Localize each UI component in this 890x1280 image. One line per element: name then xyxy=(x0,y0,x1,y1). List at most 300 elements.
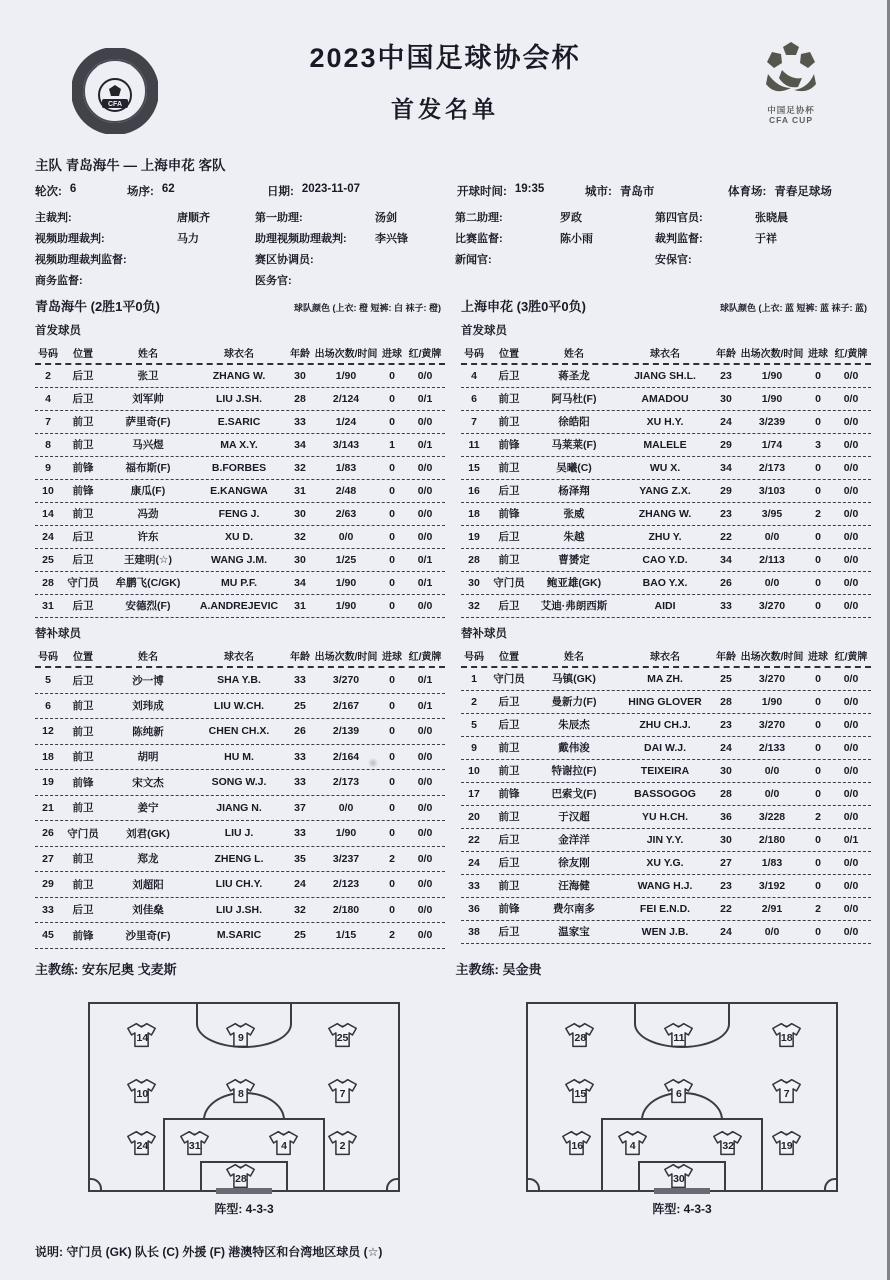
shirt-number: 30 xyxy=(673,1173,685,1186)
player-row xyxy=(35,719,445,745)
cell: 3/239 xyxy=(758,415,786,428)
cell: 45 xyxy=(42,929,54,941)
cell: 1/83 xyxy=(335,461,357,474)
player-row xyxy=(35,745,445,771)
official-name: 于祥 xyxy=(755,233,777,245)
cell: 0/0 xyxy=(764,530,780,543)
cell: 0/0 xyxy=(764,787,780,800)
cell: 前卫 xyxy=(72,802,94,814)
cell: 0 xyxy=(389,507,395,520)
cell: 0 xyxy=(389,553,395,566)
cell: 1/83 xyxy=(761,856,783,869)
cell: BAO Y.X. xyxy=(642,576,688,589)
cell: 0 xyxy=(389,392,395,405)
cell: 32 xyxy=(294,903,306,916)
cell: 24 xyxy=(468,856,480,869)
cell: 0/0 xyxy=(417,415,433,428)
cell: 后卫 xyxy=(498,857,520,869)
cell: 0/0 xyxy=(417,599,433,612)
cell: 10 xyxy=(468,764,480,777)
player-shirt xyxy=(662,1076,696,1106)
cell: 前卫 xyxy=(498,765,520,777)
cell: 前卫 xyxy=(498,416,520,428)
cell: 姓名 xyxy=(138,349,158,360)
cell: 4 xyxy=(45,392,51,405)
cell: 前卫 xyxy=(72,751,94,763)
cell: 0 xyxy=(815,672,821,685)
cell: 前锋 xyxy=(72,776,94,789)
cell: 0 xyxy=(389,801,395,814)
match-teams-line: 主队 青岛海牛 — 上海申花 客队 xyxy=(35,158,226,173)
cell: 33 xyxy=(294,674,306,686)
home-formation xyxy=(88,1002,400,1217)
cell: 7 xyxy=(471,415,477,428)
table-header-row xyxy=(461,646,871,668)
cell: 后卫 xyxy=(72,674,94,687)
cell: 35 xyxy=(294,852,306,865)
cell: 0/0 xyxy=(843,599,859,612)
cell: LIU CH.Y. xyxy=(215,878,263,890)
shirt-number: 14 xyxy=(136,1032,149,1045)
player-row xyxy=(461,898,871,921)
cell: 0 xyxy=(815,879,821,892)
cell: 32 xyxy=(294,461,306,474)
cell: 前锋 xyxy=(72,462,94,474)
shirt-number: 25 xyxy=(336,1032,349,1045)
cell: 20 xyxy=(468,810,480,823)
official-label: 第四官员: xyxy=(655,212,703,224)
info-pair xyxy=(728,183,832,199)
player-row xyxy=(35,923,445,949)
cell: 27 xyxy=(42,852,54,865)
cell: XU H.Y. xyxy=(646,415,684,428)
table-header-row xyxy=(35,343,445,365)
cell: 位置 xyxy=(73,652,93,663)
cell: 牟鹏飞(C/GK) xyxy=(115,577,181,589)
cell: 19 xyxy=(42,776,54,788)
cell: HING GLOVER xyxy=(628,695,702,708)
cell: 红/黄牌 xyxy=(834,349,868,360)
player-shirt xyxy=(770,1128,804,1158)
cell: E.KANGWA xyxy=(210,484,268,497)
cell: ZHU CH.J. xyxy=(639,718,691,731)
cell: 29 xyxy=(42,878,54,890)
cell: YANG Z.X. xyxy=(639,484,691,497)
cell: 0/0 xyxy=(417,878,433,890)
cell: 0/0 xyxy=(417,725,433,737)
away-team-colors: 球队颜色 (上衣: 蓝 短裤: 蓝 袜子: 蓝) xyxy=(720,303,867,313)
cell: 5 xyxy=(471,718,477,731)
away-subs-label: 替补球员 xyxy=(461,628,507,640)
cell: 3/192 xyxy=(758,879,786,892)
cell: 2/91 xyxy=(761,902,783,915)
cell: CAO Y.D. xyxy=(642,553,688,566)
cell: 宋文杰 xyxy=(132,776,164,789)
cell: 0/0 xyxy=(843,530,859,543)
cell: 32 xyxy=(294,530,306,543)
shirt-number: 28 xyxy=(235,1173,247,1186)
shirt-number: 7 xyxy=(783,1087,790,1100)
cell: 23 xyxy=(720,369,732,382)
away-formation-caption: 阵型: 4-3-3 xyxy=(652,1201,712,1216)
shirt-number: 6 xyxy=(675,1087,682,1100)
cell: 姓名 xyxy=(564,652,584,663)
cell: 6 xyxy=(45,699,51,712)
official-cell xyxy=(35,251,255,267)
cell: 沙一博 xyxy=(132,674,164,687)
player-row xyxy=(35,821,445,847)
cell: 号码 xyxy=(38,349,58,360)
player-row xyxy=(461,668,871,691)
cell: 艾迪·弗朗西斯 xyxy=(540,600,608,612)
official-label: 第一助理: xyxy=(255,212,303,224)
cell: 位置 xyxy=(499,349,519,360)
cell: 后卫 xyxy=(498,926,520,938)
cell: ZHU Y. xyxy=(648,530,682,543)
cell: 14 xyxy=(42,507,54,520)
cell: 0 xyxy=(815,484,821,497)
cell: 2/113 xyxy=(759,553,785,566)
cell: 0/0 xyxy=(417,852,433,865)
cell: 0/0 xyxy=(843,810,859,823)
cell: 33 xyxy=(294,776,306,788)
official-cell xyxy=(35,272,255,288)
player-row xyxy=(35,434,445,457)
cell: 18 xyxy=(42,750,54,763)
home-starters-label: 首发球员 xyxy=(35,325,81,337)
cell: E.SARIC xyxy=(217,415,261,428)
player-shirt xyxy=(616,1128,650,1158)
cell: 3/270 xyxy=(332,674,360,686)
cell: 郑龙 xyxy=(137,853,159,865)
cfa-association-logo-icon xyxy=(72,48,158,134)
officials-row xyxy=(35,209,890,225)
cell: 马莱莱(F) xyxy=(551,439,597,451)
table-header-row xyxy=(35,646,445,668)
cell: 前卫 xyxy=(72,508,94,520)
cell: 0 xyxy=(815,695,821,708)
cell: LIU W.CH. xyxy=(213,699,265,712)
player-row xyxy=(35,595,445,618)
cell: 0 xyxy=(815,599,821,612)
page-title: 2023中国足球协会杯 xyxy=(309,43,581,73)
cell: 前卫 xyxy=(72,853,94,865)
info-value: 青岛市 xyxy=(619,186,655,198)
cell: 前锋 xyxy=(72,485,94,497)
official-label xyxy=(455,272,560,288)
cell: 0/1 xyxy=(417,576,433,589)
cell: 0/0 xyxy=(843,695,859,708)
cell: FEI E.N.D. xyxy=(639,902,691,915)
cell: ZHANG W. xyxy=(638,507,692,520)
cell: 2/180 xyxy=(332,903,360,916)
match-info-row xyxy=(35,183,890,199)
cell: WANG J.M. xyxy=(210,553,267,566)
cell: 阿马杜(F) xyxy=(551,393,597,405)
player-row xyxy=(461,783,871,806)
cell: 2/173 xyxy=(332,776,360,788)
player-row xyxy=(461,549,871,572)
cell: 0/0 xyxy=(417,827,433,839)
cup-logo-text-en: CFA CUP xyxy=(769,115,813,125)
cell: 1/90 xyxy=(335,599,357,612)
cell: 0 xyxy=(815,576,821,589)
official-cell xyxy=(455,209,655,225)
player-row xyxy=(35,503,445,526)
player-row xyxy=(461,411,871,434)
player-shirt xyxy=(125,1076,159,1106)
official-label: 新闻官: xyxy=(455,254,492,266)
player-row xyxy=(461,760,871,783)
cell: 后卫 xyxy=(498,370,520,382)
away-formation xyxy=(526,1002,838,1217)
corner-arc xyxy=(386,1178,400,1192)
team-columns xyxy=(35,296,868,949)
cell: 后卫 xyxy=(72,393,94,405)
cell: 前卫 xyxy=(498,393,520,405)
cell: 0 xyxy=(389,415,395,428)
cell: M.SARIC xyxy=(216,929,262,941)
player-row xyxy=(461,365,871,388)
cell: 26 xyxy=(720,576,732,589)
cell: JIN Y.Y. xyxy=(646,833,684,846)
shirt-number: 18 xyxy=(780,1032,793,1045)
cell: 0 xyxy=(389,530,395,543)
cell: 沙里奇(F) xyxy=(125,929,171,942)
player-shirt xyxy=(563,1020,597,1050)
info-label: 城市: xyxy=(585,186,612,198)
player-row xyxy=(461,921,871,944)
cell: 0/0 xyxy=(417,484,433,497)
cell: 0 xyxy=(815,461,821,474)
cfa-cup-logo-icon xyxy=(744,40,838,125)
cell: 2 xyxy=(389,929,395,941)
cell: 福布斯(F) xyxy=(125,462,171,474)
cell: 后卫 xyxy=(72,531,94,543)
cell: 0/0 xyxy=(843,369,859,382)
cell: 0 xyxy=(389,699,395,712)
cell: 24 xyxy=(294,878,306,890)
cell: 后卫 xyxy=(72,554,94,566)
official-name: 陈小雨 xyxy=(560,233,593,245)
official-cell xyxy=(35,230,255,246)
player-row xyxy=(35,480,445,503)
cell: 0/1 xyxy=(417,674,433,686)
cell: 号码 xyxy=(464,349,484,360)
player-row xyxy=(461,388,871,411)
cell: 球衣名 xyxy=(224,349,254,360)
cell: 28 xyxy=(468,553,480,566)
official-name: 唐顺齐 xyxy=(177,212,210,224)
cell: 2 xyxy=(815,507,821,520)
player-shirt xyxy=(178,1128,212,1158)
cell: 曹赟定 xyxy=(558,554,590,566)
cell: 34 xyxy=(720,553,732,566)
cell: 29 xyxy=(720,484,732,497)
cell: 37 xyxy=(294,801,306,814)
cell: 戴伟浚 xyxy=(558,742,590,754)
cell: 2/123 xyxy=(332,878,360,890)
away-team-section xyxy=(461,296,871,949)
cell: 34 xyxy=(720,461,732,474)
cell: SHA Y.B. xyxy=(217,674,261,686)
player-row xyxy=(461,806,871,829)
formation-diagrams xyxy=(88,1002,838,1217)
cell: 2 xyxy=(45,369,51,382)
official-name: 李兴锋 xyxy=(375,233,408,245)
officials-row xyxy=(35,230,890,246)
cell: 前卫 xyxy=(498,880,520,892)
player-row xyxy=(461,526,871,549)
cell: 2 xyxy=(815,810,821,823)
cell: 24 xyxy=(720,741,732,754)
cell: 0/0 xyxy=(764,764,780,777)
player-row xyxy=(35,365,445,388)
cell: 0/0 xyxy=(843,507,859,520)
cell: 鲍亚雄(GK) xyxy=(546,577,602,589)
cell: 0 xyxy=(815,787,821,800)
home-coach-label: 主教练: xyxy=(35,961,79,977)
shirt-number: 32 xyxy=(722,1140,735,1152)
cell: 28 xyxy=(42,576,54,589)
cell: 31 xyxy=(294,484,306,497)
official-label: 助理视频助理裁判: xyxy=(255,233,347,245)
cell: 红/黄牌 xyxy=(408,349,442,360)
official-label xyxy=(655,272,755,288)
player-row xyxy=(35,526,445,549)
away-starters-table xyxy=(461,343,871,618)
official-label: 安保官: xyxy=(655,254,692,266)
cell: 曼新力(F) xyxy=(551,696,597,708)
cell: 3/270 xyxy=(758,599,786,612)
official-cell xyxy=(255,230,455,246)
cell: 16 xyxy=(468,484,480,497)
player-row xyxy=(35,770,445,796)
corner-arc xyxy=(824,1178,838,1192)
home-coach xyxy=(35,959,440,978)
cell: 24 xyxy=(720,415,732,428)
home-subs-table xyxy=(35,646,445,949)
official-label: 赛区协调员: xyxy=(255,254,314,266)
cell: 1/90 xyxy=(761,369,783,382)
cell: 后卫 xyxy=(72,370,94,382)
cup-logo-text-cn: 中国足协杯 xyxy=(767,105,815,115)
player-row xyxy=(461,480,871,503)
cell: 0 xyxy=(815,856,821,869)
shirt-number: 10 xyxy=(136,1087,149,1100)
cell: 2/63 xyxy=(335,507,357,520)
cell: 0 xyxy=(815,392,821,405)
cell: 0/0 xyxy=(843,925,859,938)
cell: 0 xyxy=(389,369,395,382)
cell: 号码 xyxy=(38,652,58,663)
cell: 17 xyxy=(468,787,480,800)
cell: 3/103 xyxy=(758,484,786,497)
cell: WU X. xyxy=(649,461,681,474)
shirt-number: 15 xyxy=(574,1087,587,1100)
cell: AIDI xyxy=(654,599,676,612)
cell: 2/48 xyxy=(335,484,357,497)
cell: 前卫 xyxy=(498,742,520,754)
player-row xyxy=(461,829,871,852)
cell: JIANG SH.L. xyxy=(634,369,696,382)
cell: 后卫 xyxy=(498,485,520,497)
cell: 0/0 xyxy=(417,903,433,916)
official-cell xyxy=(455,230,655,246)
shirt-number: 11 xyxy=(673,1032,685,1045)
cell: 0 xyxy=(389,827,395,839)
cell: 38 xyxy=(468,925,480,938)
cell: 3/95 xyxy=(761,507,783,520)
cell: 0/0 xyxy=(843,461,859,474)
cell: 徐友刚 xyxy=(558,857,590,869)
official-label: 视频助理裁判监督: xyxy=(35,254,127,266)
cell: TEIXEIRA xyxy=(640,764,690,777)
cell: 1/90 xyxy=(761,392,783,405)
player-row xyxy=(461,572,871,595)
cell: 刘佳燊 xyxy=(132,904,164,916)
cell: 36 xyxy=(468,902,480,915)
away-coach xyxy=(456,959,861,978)
cell: 2/139 xyxy=(332,725,360,737)
cell: 31 xyxy=(42,599,54,612)
cell: 30 xyxy=(294,369,306,382)
cell: 前卫 xyxy=(72,700,94,712)
cell: 胡明 xyxy=(137,751,159,763)
player-shirt xyxy=(560,1128,594,1158)
cell: 2/173 xyxy=(758,461,786,474)
shirt-number: 24 xyxy=(136,1140,149,1152)
cell: 26 xyxy=(42,827,54,839)
cell: 费尔南多 xyxy=(553,903,595,915)
info-label: 开球时间: xyxy=(457,186,507,198)
scan-smudge-artifact xyxy=(368,758,378,768)
cell: 0 xyxy=(815,369,821,382)
cell: 进球 xyxy=(382,349,402,360)
cell: 1/25 xyxy=(335,553,357,566)
cell: 守门员 xyxy=(493,577,525,589)
player-shirt xyxy=(224,1020,258,1050)
official-label: 裁判监督: xyxy=(655,233,703,245)
cell: 后卫 xyxy=(498,719,520,731)
cell: 9 xyxy=(471,741,477,754)
info-pair xyxy=(35,183,127,199)
official-label: 商务监督: xyxy=(35,275,83,287)
player-row xyxy=(35,457,445,480)
cell: 2 xyxy=(815,902,821,915)
cell: 后卫 xyxy=(498,531,520,543)
cell: 0/0 xyxy=(843,718,859,731)
cell: 0/0 xyxy=(843,741,859,754)
cell: 0/0 xyxy=(417,461,433,474)
info-pair xyxy=(127,183,267,199)
player-shirt xyxy=(267,1128,301,1158)
cell: 前卫 xyxy=(72,725,94,738)
cell: 8 xyxy=(45,438,51,451)
cell: 0 xyxy=(389,599,395,612)
official-label: 视频助理裁判: xyxy=(35,233,105,245)
cell: 红/黄牌 xyxy=(408,652,442,663)
cell: LIU J.SH. xyxy=(215,392,263,405)
officials-row xyxy=(35,251,890,267)
cell: A.ANDREJEVIC xyxy=(199,599,279,612)
cell: 0/0 xyxy=(417,776,433,788)
goal-bar xyxy=(216,1188,272,1194)
cell: 32 xyxy=(468,599,480,612)
cell: 球衣名 xyxy=(650,652,680,663)
cell: 23 xyxy=(720,718,732,731)
cell: 刘超阳 xyxy=(132,878,164,891)
